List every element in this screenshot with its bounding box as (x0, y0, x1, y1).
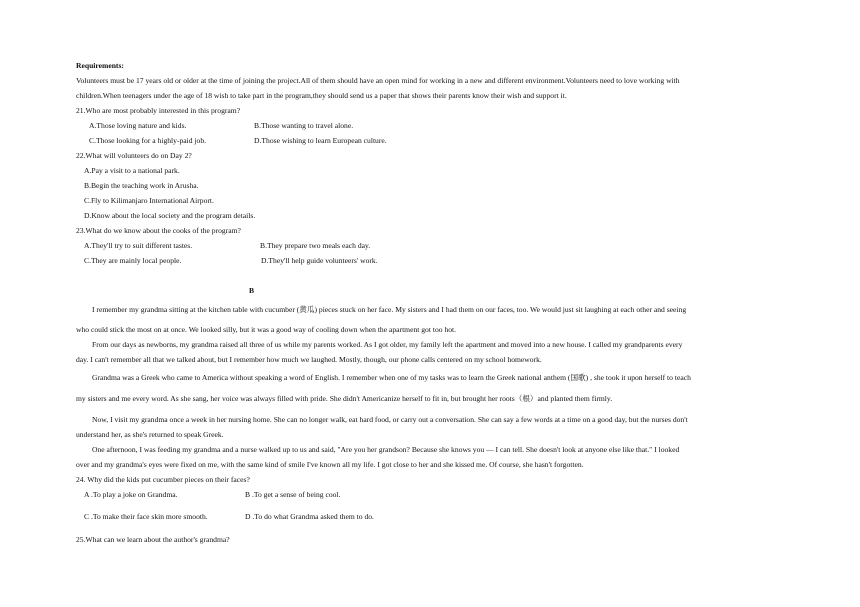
passage-line: Grandma was a Greek who came to America without speaking a word of English. I remember when one of my tasks was to learn the Greek national anthem (国歌) , she took it upon herself to teach (92, 373, 691, 382)
option-21-a: A.Those loving nature and kids. (89, 121, 187, 130)
question-23: 23.What do we know about the cooks of the program? (76, 226, 241, 235)
passage-line: over and my grandma's eyes were fixed on me, with the same kind of smile I've known all my life. I got close to her and she kissed me. Of course, she hasn't forgotten. (76, 460, 584, 469)
option-23-b: B.They prepare two meals each day. (260, 241, 371, 250)
option-24-b: B .To get a sense of being cool. (245, 490, 341, 499)
passage-line: who could stick the most on at once. We looked silly, but it was a good way of cooling down when the apartment got too hot. (76, 325, 457, 334)
option-23-a: A.They'll try to suit different tastes. (84, 241, 193, 250)
option-21-d: D.Those wishing to learn European culture. (254, 136, 387, 145)
question-21: 21.Who are most probably interested in this program? (76, 106, 241, 115)
option-24-c: C .To make their face skin more smooth. (84, 512, 208, 521)
question-25: 25.What can we learn about the author's grandma? (76, 535, 230, 544)
passage-line: From our days as newborns, my grandma raised all three of us while my parents worked. As I got older, my family left the apartment and moved into a new house. I called my grandparents every (92, 340, 683, 349)
option-23-c: C.They are mainly local people. (84, 256, 182, 265)
requirements-heading: Requirements: (76, 61, 124, 70)
option-22-a: A.Pay a visit to a national park. (84, 166, 180, 175)
passage-line: my sisters and me every word. As she sang, her voice was always filled with pride. She didn't Americanize herself to fit in, but brought her roots（根）and planted them firmly. (76, 394, 613, 403)
option-24-a: A .To play a joke on Grandma. (84, 490, 178, 499)
requirements-text-line: Volunteers must be 17 years old or older at the time of joining the project.All of them should have an open mind for working in a new and different environment.Volunteers need to love working with (76, 76, 680, 85)
option-22-b: B.Begin the teaching work in Arusha. (84, 181, 199, 190)
option-24-d: D .To do what Grandma asked them to do. (245, 512, 374, 521)
option-23-d: D.They'll help guide volunteers' work. (261, 256, 378, 265)
passage-line: I remember my grandma sitting at the kitchen table with cucumber (黄瓜) pieces stuck on her face. My sisters and I had them on our faces, too. We would just sit laughing at each other and seeing (92, 305, 687, 314)
section-b-label: B (249, 286, 255, 295)
passage-line: One afternoon, I was feeding my grandma and a nurse walked up to us and said, "Are you her grandson? Because she knows you — I can tell. She doesn't look at anyone else like that." I looked (92, 445, 680, 454)
option-21-b: B.Those wanting to travel alone. (254, 121, 354, 130)
passage-line: Now, I visit my grandma once a week in her nursing home. She can no longer walk, eat hard food, or carry out a conversation. She can say a few words at a time on a good day, but the nurses don't (92, 415, 688, 424)
option-22-c: C.Fly to Kilimanjaro International Airport. (84, 196, 214, 205)
passage-line: understand her, as she's returned to speak Greek. (76, 430, 224, 439)
passage-line: day. I can't remember all that we talked about, but I remember how much we laughed. Mostly, though, our phone calls centered on my school homework. (76, 355, 542, 364)
question-22: 22.What will volunteers do on Day 2? (76, 151, 192, 160)
option-22-d: D.Know about the local society and the program details. (84, 211, 256, 220)
requirements-text-line: children.When teenagers under the age of 18 wish to take part in the program,they should send us a paper that shows their parents know their wish and support it. (76, 91, 567, 100)
question-24: 24. Why did the kids put cucumber pieces on their faces? (76, 475, 250, 484)
option-21-c: C.Those looking for a highly-paid job. (89, 136, 207, 145)
